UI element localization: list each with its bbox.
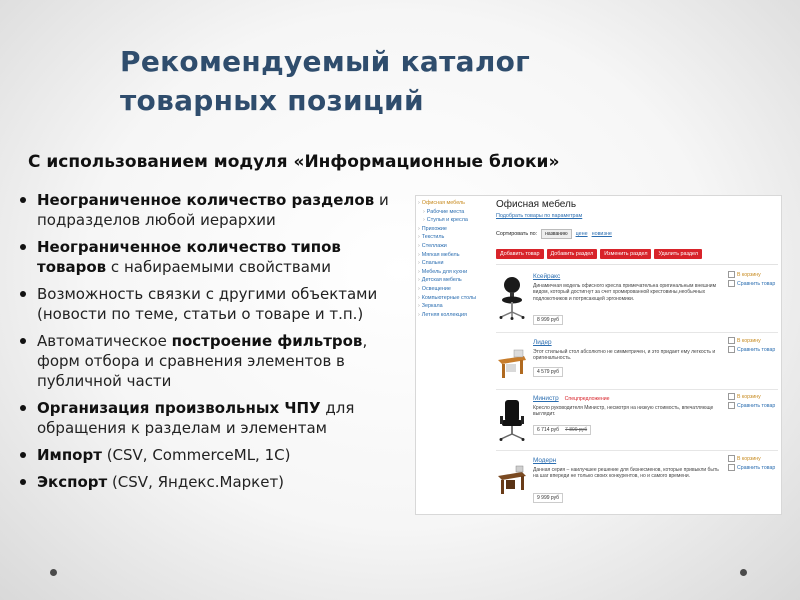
- decor-dot: [740, 569, 747, 576]
- feature-item: [18, 472, 403, 492]
- office-desk-icon: [496, 342, 528, 386]
- feature-item: [18, 190, 403, 230]
- product-item: [496, 393, 778, 453]
- checkbox-icon: [728, 271, 735, 278]
- product-price: [533, 493, 563, 503]
- sidebar-item-racks[interactable]: › Стеллажи: [418, 242, 490, 251]
- product-price-value: 8 999 руб: [537, 317, 560, 323]
- product-price: [533, 315, 563, 325]
- sort-price-link[interactable]: цене: [575, 231, 588, 237]
- checkbox-icon: [728, 455, 735, 462]
- sort-row: [496, 229, 778, 239]
- compare-label: Сравнить товар: [737, 403, 776, 409]
- feature-text: Автоматическое: [37, 332, 172, 350]
- catalog-screenshot: [415, 195, 782, 515]
- sidebar-item-bedrooms[interactable]: › Спальни: [418, 259, 490, 268]
- checkbox-icon: [728, 393, 735, 400]
- product-actions: [728, 271, 780, 289]
- old-price: 7 899 руб: [565, 427, 588, 433]
- add-to-cart-label: В корзину: [737, 272, 761, 278]
- compare-link[interactable]: [728, 280, 780, 289]
- add-to-cart-label: В корзину: [737, 456, 761, 462]
- product-item: [496, 455, 778, 515]
- feature-item: [18, 445, 403, 465]
- feature-text: и подразделов любой иерархии: [37, 191, 389, 229]
- admin-buttons: [496, 249, 778, 259]
- feature-text: с набираемыми свойствами: [106, 258, 331, 276]
- feature-text: , форм отбора и сравнения элементов в публичной части: [37, 332, 368, 390]
- checkbox-icon: [728, 280, 735, 287]
- feature-item: [18, 284, 403, 324]
- divider: [496, 264, 778, 265]
- feature-item: [18, 237, 403, 277]
- add-to-cart-link[interactable]: [728, 337, 780, 346]
- compare-link[interactable]: [728, 464, 780, 473]
- sort-label: Сортировать по:: [496, 231, 538, 237]
- add-to-cart-link[interactable]: [728, 271, 780, 280]
- feature-item: [18, 398, 403, 438]
- product-desc: Этот стильный стол абсолютно не симметричен, и это придает ему легкость и оригинальность.: [533, 349, 716, 362]
- checkbox-icon: [728, 402, 735, 409]
- feature-text: для обращения к разделам и элементам: [37, 399, 355, 437]
- product-price-value: 6 714 руб: [537, 427, 560, 433]
- divider: [496, 450, 778, 451]
- divider: [496, 389, 778, 390]
- product-price: [533, 367, 563, 377]
- checkbox-icon: [728, 346, 735, 353]
- product-price: [533, 425, 591, 435]
- feature-bold: Неограниченное количество типов товаров: [37, 238, 341, 276]
- product-desc: Динамичная модель офисного кресла примечательна оригинальным внешним видом, который достигнут за счет хромированной крестовины,необычных подлокотников и потрясающей эргономики.: [533, 283, 717, 302]
- product-name[interactable]: Модерн: [533, 457, 557, 464]
- delete-section-button[interactable]: Удалить раздел: [654, 249, 701, 259]
- special-offer-badge: Спецпредложение: [564, 396, 610, 402]
- product-name[interactable]: Ксейракс: [533, 273, 561, 280]
- sidebar-item-workplaces[interactable]: › Рабочие места: [418, 208, 490, 217]
- feature-bold: Экспорт: [37, 473, 108, 491]
- sidebar-item-summer[interactable]: › Летняя коллекция: [418, 311, 490, 320]
- catalog-main: [496, 199, 778, 265]
- product-price-value: 9 999 руб: [537, 495, 560, 501]
- sort-select[interactable]: названию: [541, 229, 571, 239]
- decor-dot: [50, 569, 57, 576]
- compare-label: Сравнить товар: [737, 281, 776, 287]
- office-chair-icon: [496, 276, 528, 320]
- product-name[interactable]: Лидер: [533, 339, 552, 346]
- checkbox-icon: [728, 337, 735, 344]
- product-name: [533, 395, 610, 402]
- slide-subtitle: С использованием модуля «Информационные блоки»: [28, 152, 560, 172]
- add-section-button[interactable]: Добавить раздел: [547, 249, 598, 259]
- sidebar-item-chairs[interactable]: › Стулья и кресла: [418, 216, 490, 225]
- add-to-cart-label: В корзину: [737, 338, 761, 344]
- sidebar-item-hallways[interactable]: › Прихожие: [418, 225, 490, 234]
- feature-text: (CSV, Яндекс.Маркет): [107, 473, 285, 491]
- add-to-cart-link[interactable]: [728, 455, 780, 464]
- product-price-value: 4 579 руб: [537, 369, 560, 375]
- add-to-cart-link[interactable]: [728, 393, 780, 402]
- product-item: [496, 271, 778, 331]
- sidebar-item-kitchen[interactable]: › Мебель для кухни: [418, 268, 490, 277]
- feature-list: [18, 190, 403, 499]
- compare-link[interactable]: [728, 402, 780, 411]
- add-product-button[interactable]: Добавить товар: [496, 249, 544, 259]
- checkbox-icon: [728, 464, 735, 471]
- product-desc: Данная серия – наилучшее решение для бизнесменов, которые привыкли быть на шаг впереди не только своих конкурентов, но и самого времени.: [533, 467, 719, 480]
- catalog-heading: Офисная мебель: [496, 199, 577, 210]
- slide-title: Рекомендуемый каталог товарных позиций: [120, 45, 531, 117]
- compare-link[interactable]: [728, 346, 780, 355]
- feature-bold: Организация произвольных ЧПУ: [37, 399, 321, 417]
- catalog-sidebar: [418, 199, 490, 319]
- sidebar-item-office[interactable]: › Офисная мебель: [418, 199, 490, 208]
- product-item: [496, 337, 778, 397]
- product-actions: [728, 393, 780, 411]
- sidebar-item-desks[interactable]: › Компьютерные столы: [418, 294, 490, 303]
- product-desc: Кресло руководителя Министр, несмотря на низкую стоимость, впечатляюще выглядит.: [533, 405, 714, 418]
- sidebar-item-mirrors[interactable]: › Зеркала: [418, 302, 490, 311]
- divider: [496, 332, 778, 333]
- feature-text: Возможность связки с другими объектами (новости по теме, статьи о товаре и т.п.): [37, 285, 378, 323]
- filter-link[interactable]: Подобрать товары по параметрам: [496, 213, 583, 219]
- feature-bold: Импорт: [37, 446, 102, 464]
- sidebar-item-kids[interactable]: › Детская мебель: [418, 276, 490, 285]
- feature-bold: Неограниченное количество разделов: [37, 191, 375, 209]
- sidebar-item-soft[interactable]: › Мягкая мебель: [418, 251, 490, 260]
- product-actions: [728, 337, 780, 355]
- sidebar-item-textile[interactable]: › Текстиль: [418, 233, 490, 242]
- feature-bold: построение фильтров: [171, 332, 363, 350]
- sort-new-link[interactable]: новизне: [591, 231, 612, 237]
- sidebar-item-lighting[interactable]: › Освещение: [418, 285, 490, 294]
- product-name-link[interactable]: Министр: [533, 395, 559, 402]
- compare-label: Сравнить товар: [737, 347, 776, 353]
- compare-label: Сравнить товар: [737, 465, 776, 471]
- modern-desk-icon: [496, 460, 528, 504]
- edit-section-button[interactable]: Изменить раздел: [600, 249, 651, 259]
- product-actions: [728, 455, 780, 473]
- feature-text: (CSV, CommerceML, 1C): [101, 446, 291, 464]
- feature-item: [18, 331, 403, 391]
- executive-chair-icon: [496, 398, 528, 442]
- add-to-cart-label: В корзину: [737, 394, 761, 400]
